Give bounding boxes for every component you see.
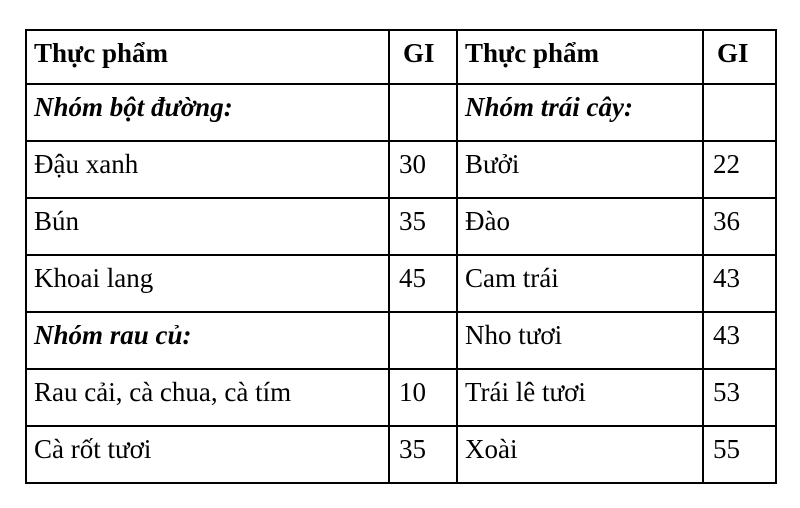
gi-cell — [389, 84, 457, 141]
food-cell: Bún — [26, 198, 389, 255]
food-cell: Nho tươi — [457, 312, 703, 369]
food-cell: Bưởi — [457, 141, 703, 198]
table-header-row — [26, 30, 776, 84]
table-row — [26, 369, 776, 426]
gi-cell: 55 — [703, 426, 776, 483]
gi-cell: 43 — [703, 312, 776, 369]
gi-cell: 45 — [389, 255, 457, 312]
table-row — [26, 84, 776, 141]
gi-cell: 36 — [703, 198, 776, 255]
gi-cell: 35 — [389, 426, 457, 483]
group-label-cell: Nhóm bột đường: — [26, 84, 389, 141]
food-cell: Trái lê tươi — [457, 369, 703, 426]
food-cell: Cam trái — [457, 255, 703, 312]
gi-cell: 53 — [703, 369, 776, 426]
table-row — [26, 141, 776, 198]
gi-cell: 35 — [389, 198, 457, 255]
food-cell: Cà rốt tươi — [26, 426, 389, 483]
gi-table-container — [25, 29, 777, 484]
gi-cell: 22 — [703, 141, 776, 198]
column-header-gi-left: GI — [389, 30, 457, 84]
gi-cell: 30 — [389, 141, 457, 198]
food-cell: Xoài — [457, 426, 703, 483]
column-header-food-left: Thực phẩm — [26, 30, 389, 84]
table-row — [26, 255, 776, 312]
table-row — [26, 312, 776, 369]
food-cell: Đậu xanh — [26, 141, 389, 198]
gi-cell — [389, 312, 457, 369]
group-label-cell: Nhóm trái cây: — [457, 84, 703, 141]
table-row — [26, 198, 776, 255]
food-cell: Khoai lang — [26, 255, 389, 312]
gi-cell — [703, 84, 776, 141]
food-cell: Đào — [457, 198, 703, 255]
group-label-cell: Nhóm rau củ: — [26, 312, 389, 369]
food-cell: Rau cải, cà chua, cà tím — [26, 369, 389, 426]
column-header-food-right: Thực phẩm — [457, 30, 703, 84]
gi-cell: 43 — [703, 255, 776, 312]
glycemic-index-table — [25, 29, 777, 484]
column-header-gi-right: GI — [703, 30, 776, 84]
table-row — [26, 426, 776, 483]
gi-cell: 10 — [389, 369, 457, 426]
